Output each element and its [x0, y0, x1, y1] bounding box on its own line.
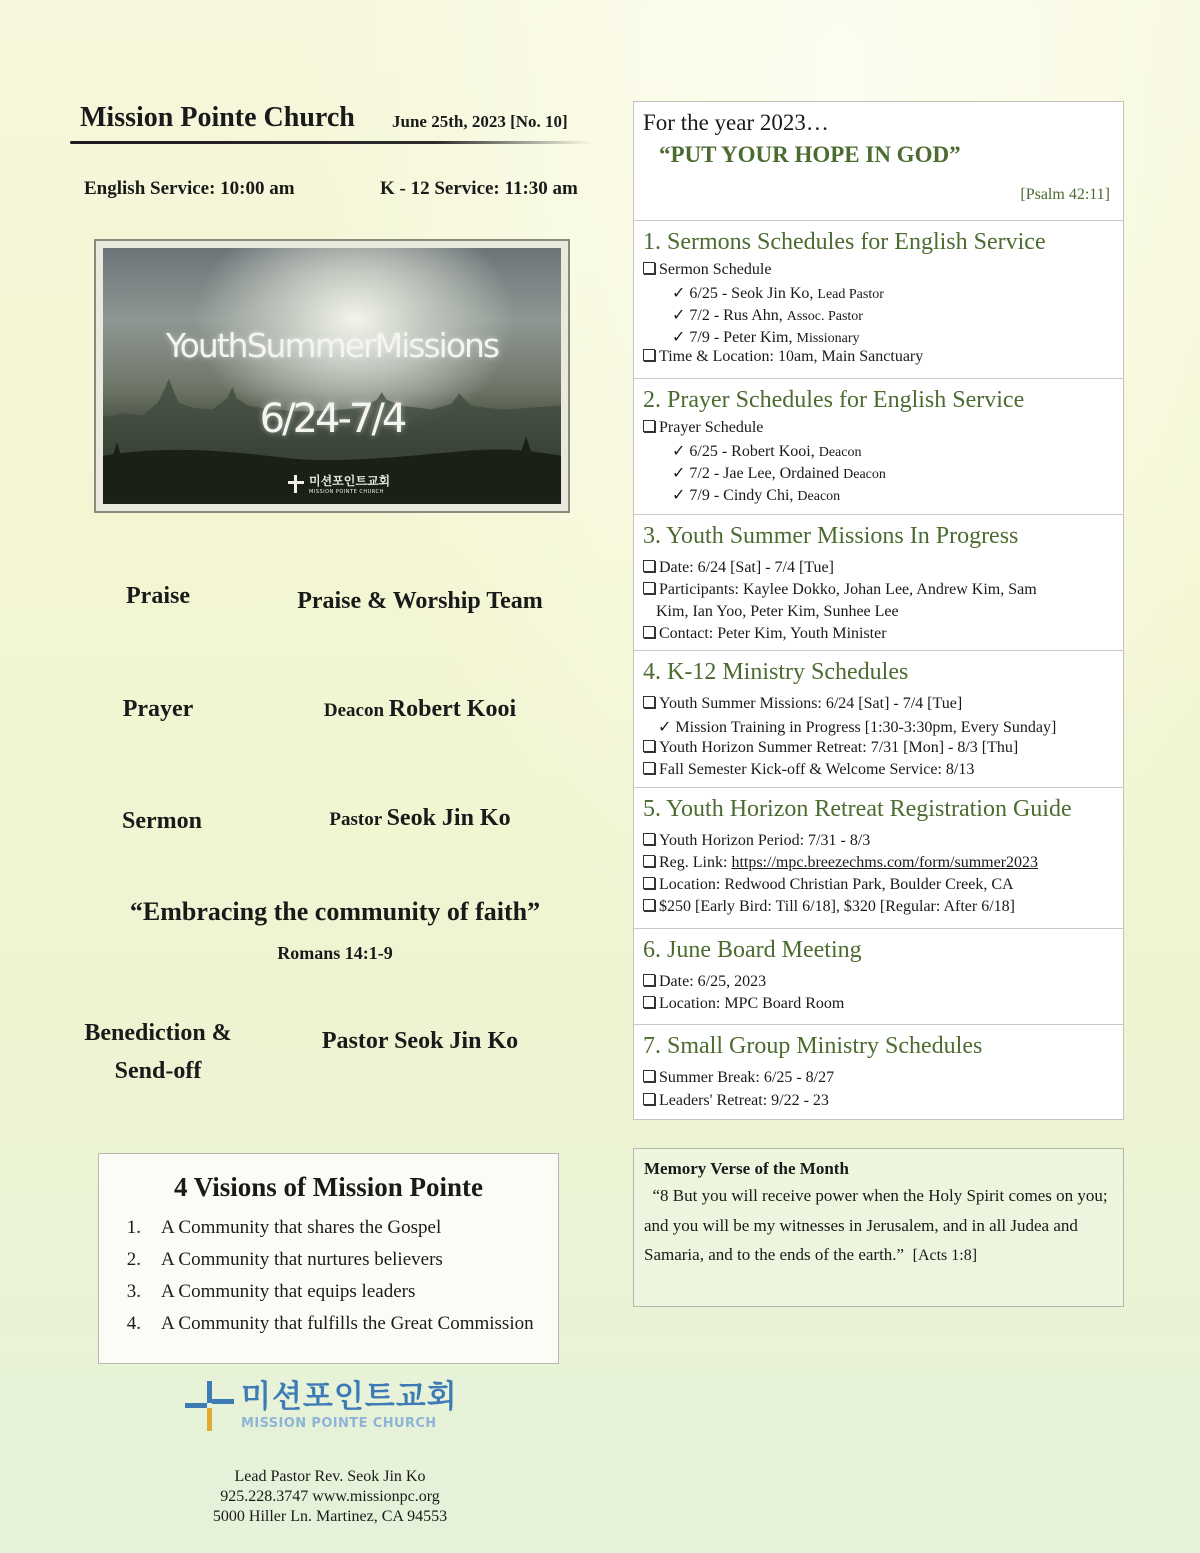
visions-list: [105, 1217, 534, 1345]
leader-praise: [270, 588, 570, 615]
list-item: [672, 441, 862, 461]
section-board-meeting: [634, 928, 1123, 1025]
list-item: [672, 327, 860, 347]
list-item-text: Youth Horizon Period: 7/31 - 8/3: [659, 832, 871, 849]
list-item: [643, 898, 1015, 916]
checkbox-icon: [643, 855, 655, 867]
memory-verse-body: [644, 1181, 1110, 1271]
list-item: [643, 419, 763, 437]
leader-prayer-name: Robert Kooi: [388, 696, 517, 722]
list-item-text: Leaders' Retreat: 9/22 - 23: [659, 1092, 829, 1109]
lead-pastor: Lead Pastor Rev. Seok Jin Ko: [234, 1468, 426, 1485]
checkmark-icon: ✓: [672, 443, 686, 460]
list-item-text: Date: 6/24 [Sat] - 7/4 [Tue]: [659, 559, 834, 576]
list-item: [643, 832, 870, 850]
leader-praise-name: Praise & Worship Team: [297, 588, 543, 614]
registration-link[interactable]: https://mpc.breezechms.com/form/summer2023: [731, 854, 1039, 871]
list-item: [643, 559, 834, 577]
list-item-text: A Community that fulfills the Great Commission: [161, 1313, 534, 1334]
logo-english-name: MISSION POINTE CHURCH: [241, 1415, 437, 1431]
year-intro: For the year 2023…: [643, 110, 829, 135]
list-item-text: Location: MPC Board Room: [659, 995, 845, 1012]
list-item-number: 1.: [126, 1217, 141, 1238]
checkbox-icon: [643, 762, 655, 774]
checkbox-icon: [643, 560, 655, 572]
list-item: [643, 261, 771, 279]
list-item-text: Summer Break: 6/25 - 8/27: [659, 1069, 835, 1086]
list-item-role: Lead Pastor: [817, 287, 884, 302]
list-item-role: Deacon: [843, 467, 886, 482]
leader-prayer: [270, 696, 570, 723]
leader-prayer-title: Deacon: [323, 700, 389, 721]
leader-benediction: Pastor Seok Jin Ko: [321, 1028, 519, 1054]
sermon-scripture: Romans 14:1-9: [277, 943, 393, 963]
list-item: [672, 463, 886, 483]
checkbox-icon: [643, 696, 655, 708]
header-divider: [70, 141, 592, 144]
section-heading: 4. K-12 Ministry Schedules: [643, 659, 909, 685]
checkmark-icon: ✓: [658, 719, 672, 736]
list-item: [643, 876, 1014, 894]
list-item-text: Contact: Peter Kim, Youth Minister: [659, 625, 887, 642]
checkbox-icon: [643, 833, 655, 845]
list-item: [105, 1313, 534, 1345]
checkbox-icon: [643, 582, 655, 594]
list-item-role: Assoc. Pastor: [786, 309, 863, 324]
list-item: [643, 581, 1037, 599]
list-item-text: 6/25 - Robert Kooi,: [689, 443, 819, 460]
list-item: [672, 305, 863, 325]
list-item: [643, 995, 844, 1013]
list-item-role: Missionary: [796, 331, 860, 346]
list-item: [658, 717, 1056, 737]
church-cross-logo-icon: [185, 1381, 237, 1431]
list-item-number: 4.: [126, 1313, 141, 1334]
list-item: [643, 1069, 834, 1087]
list-item-text: Participants: Kaylee Dokko, Johan Lee, Andrew Kim, Sam: [659, 581, 1037, 598]
list-item-text: Youth Summer Missions: 6/24 [Sat] - 7/4 [Tue]: [659, 695, 963, 712]
section-prayer-schedule: [634, 378, 1123, 515]
list-item-text: Prayer Schedule: [659, 419, 764, 436]
k12-service-time: K - 12 Service: 11:30 am: [380, 178, 578, 199]
list-item: [643, 348, 923, 366]
checkbox-icon: [643, 974, 655, 986]
section-k12-ministry: [634, 650, 1123, 788]
section-heading: 5. Youth Horizon Retreat Registration Guide: [643, 796, 1072, 822]
list-item-text: Reg. Link:: [659, 854, 732, 871]
church-name: Mission Pointe Church: [80, 102, 355, 133]
list-item-text: Location: Redwood Christian Park, Boulder Creek, CA: [659, 876, 1014, 893]
list-item-number: 3.: [126, 1281, 141, 1302]
checkbox-icon: [643, 740, 655, 752]
checkbox-icon: [643, 1093, 655, 1105]
banner-logo-korean: 미션포인트교회: [309, 474, 391, 488]
leader-sermon-name: Seok Jin Ko: [386, 805, 511, 831]
list-item-text: A Community that nurtures believers: [161, 1249, 443, 1270]
checkmark-icon: ✓: [672, 285, 686, 302]
list-item: [105, 1281, 534, 1313]
list-item: [643, 695, 962, 713]
list-item-text: $250 [Early Bird: Till 6/18], $320 [Regular: After 6/18]: [659, 898, 1015, 915]
checkbox-icon: [643, 349, 655, 361]
checkbox-icon: [643, 420, 655, 432]
bulletin-date: June 25th, 2023 [No. 10]: [392, 112, 568, 131]
checkbox-icon: [643, 899, 655, 911]
list-item: [643, 1092, 829, 1110]
section-sermon-schedule: [634, 220, 1123, 379]
checkbox-icon: [643, 1070, 655, 1082]
sermon-title: “Embracing the community of faith”: [129, 897, 541, 926]
leader-sermon-title: Pastor: [329, 809, 387, 830]
list-item-text: 7/9 - Peter Kim,: [689, 329, 797, 346]
role-benediction: [68, 1014, 248, 1090]
section-heading: 2. Prayer Schedules for English Service: [643, 387, 1025, 413]
list-item-role: Deacon: [797, 489, 841, 504]
leader-sermon: [270, 805, 570, 832]
checkmark-icon: ✓: [672, 329, 686, 346]
checkbox-icon: [643, 877, 655, 889]
role-benediction-line2: Send-off: [114, 1058, 202, 1084]
section-heading: 6. June Board Meeting: [643, 937, 862, 963]
section-youth-missions: [634, 514, 1123, 651]
list-item-text: Mission Training in Progress [1:30-3:30pm, Every Sunday]: [675, 719, 1057, 736]
logo-korean-name: 미션포인트교회: [241, 1378, 458, 1415]
list-item-text: Fall Semester Kick-off & Welcome Service: 8/13: [659, 761, 975, 778]
contact-info: 925.228.3747 www.missionpc.org: [220, 1488, 440, 1505]
memory-verse-box: [633, 1148, 1124, 1307]
checkbox-icon: [643, 996, 655, 1008]
checkmark-icon: ✓: [672, 487, 686, 504]
list-item-text: 7/2 - Rus Ahn,: [689, 307, 787, 324]
list-item: [672, 485, 840, 505]
announcements-panel: [633, 101, 1124, 1120]
memory-verse-title: Memory Verse of the Month: [644, 1159, 849, 1178]
visions-box: [98, 1153, 559, 1364]
memory-verse-text: “8 But you will receive power when the Holy Spirit comes on you; and you will be my witnesses in Jerusalem, and in all Judea and Samaria, and to the ends of the earth.”: [644, 1186, 1108, 1264]
role-praise: Praise: [126, 583, 190, 609]
church-address: 5000 Hiller Ln. Martinez, CA 94553: [212, 1508, 448, 1525]
banner-dates: 6/24-7/4: [259, 396, 405, 442]
section-heading: 7. Small Group Ministry Schedules: [643, 1033, 983, 1059]
banner-church-logo: [288, 472, 390, 495]
role-sermon: Sermon: [122, 808, 202, 834]
list-item-text: A Community that shares the Gospel: [161, 1217, 442, 1238]
list-item-role: Deacon: [818, 445, 862, 460]
english-service-time: English Service: 10:00 am: [84, 178, 295, 199]
list-item: [105, 1217, 534, 1249]
list-item-continued: Kim, Ian Yoo, Peter Kim, Sunhee Lee: [656, 603, 899, 620]
youth-missions-banner: [94, 239, 570, 513]
list-item: [643, 625, 887, 643]
list-item: [643, 739, 1018, 757]
role-prayer: Prayer: [122, 696, 194, 722]
list-item: [672, 283, 884, 303]
section-small-group: [634, 1024, 1123, 1121]
year-theme: “PUT YOUR HOPE IN GOD”: [659, 142, 961, 167]
section-retreat-registration: [634, 787, 1123, 929]
list-item: [105, 1249, 534, 1281]
list-item: [643, 854, 1038, 872]
role-benediction-line1: Benediction &: [84, 1020, 232, 1046]
section-heading: 3. Youth Summer Missions In Progress: [643, 523, 1019, 549]
list-item-text: Sermon Schedule: [659, 261, 772, 278]
list-item-text: 6/25 - Seok Jin Ko,: [689, 285, 818, 302]
list-item-text: Youth Horizon Summer Retreat: 7/31 [Mon] - 8/3 [Thu]: [659, 739, 1019, 756]
memory-verse-reference: [Acts 1:8]: [912, 1247, 978, 1264]
list-item-number: 2.: [126, 1249, 141, 1270]
list-item-text: Time & Location: 10am, Main Sanctuary: [659, 348, 924, 365]
checkmark-icon: ✓: [672, 307, 686, 324]
list-item: [643, 761, 974, 779]
list-item-text: Date: 6/25, 2023: [659, 973, 767, 990]
banner-logo-english: MISSION POINTE CHURCH: [309, 489, 384, 495]
banner-title: YouthSummerMissions: [165, 326, 499, 365]
visions-title: 4 Visions of Mission Pointe: [173, 1172, 484, 1202]
list-item-text: 7/9 - Cindy Chi,: [689, 487, 798, 504]
list-item-text: A Community that equips leaders: [161, 1281, 416, 1302]
church-logo: [185, 1378, 458, 1431]
checkbox-icon: [643, 262, 655, 274]
section-heading: 1. Sermons Schedules for English Service: [643, 229, 1046, 255]
checkmark-icon: ✓: [672, 465, 686, 482]
year-theme-reference: [Psalm 42:11]: [1020, 186, 1110, 203]
checkbox-icon: [643, 626, 655, 638]
church-cross-logo-icon: [288, 475, 304, 493]
list-item: [643, 973, 766, 991]
list-item-text: 7/2 - Jae Lee, Ordained: [689, 465, 844, 482]
